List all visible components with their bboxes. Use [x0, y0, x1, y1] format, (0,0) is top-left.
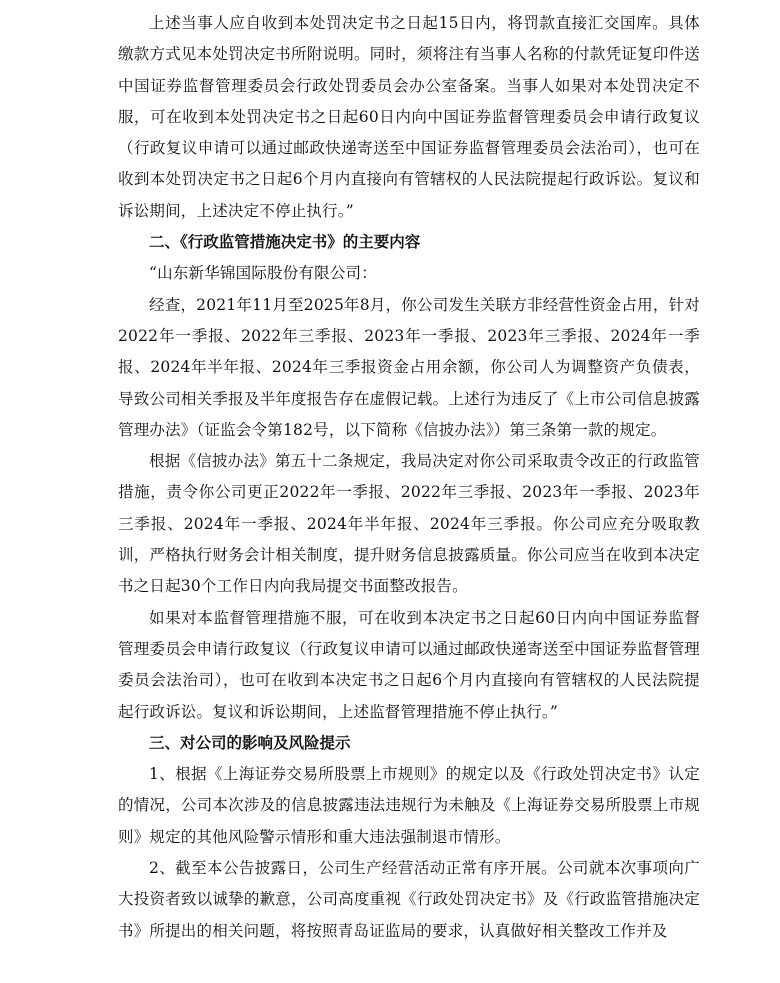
- paragraph-appeal: 如果对本监督管理措施不服，可在收到本决定书之日起60日内向中国证券监督管理委员会申请行政复议（行政复议申请可以通过邮政快递寄送至中国证券监督管理委员会法治司），也可在收到本决定书之日起6个月内直接向有管辖权的人民法院提起行政诉讼。复议和诉讼期间，上述监督管理措施不停止执行。”: [118, 608, 700, 721]
- section-heading-2: 二、《行政监管措施决定书》的主要内容: [149, 233, 421, 252]
- paragraph-impact-2: 2、截至本公告披露日，公司生产经营活动正常有序开展。公司就本次事项向广大投资者致以诚挚的歉意，公司高度重视《行政处罚决定书》及《行政监管措施决定书》所提出的相关问题，将按照青岛证监局的要求，认真做好相关整改工作并及: [118, 859, 700, 940]
- paragraph-impact-1: 1、根据《上海证券交易所股票上市规则》的规定以及《行政处罚决定书》认定的情况，公司本次涉及的信息披露违法违规行为未触及《上海证券交易所股票上市规则》规定的其他风险警示情形和重大违法强制退市情形。: [118, 765, 700, 846]
- paragraph-penalty-payment: 上述当事人应自收到本处罚决定书之日起15日内，将罚款直接汇交国库。具体缴款方式见本处罚决定书所附说明。同时，须将注有当事人名称的付款凭证复印件送中国证券监督管理委员会行政处罚委员会办公室备案。当事人如果对本处罚决定不服，可在收到本处罚决定书之日起60日内向中国证券监督管理委员会申请行政复议（行政复议申请可以通过邮政快递寄送至中国证券监督管理委员会法治司），也可在收到本处罚决定书之日起6个月内直接向有管辖权的人民法院提起行政诉讼。复议和诉讼期间，上述决定不停止执行。”: [118, 14, 700, 220]
- document-page: [118, 8, 700, 947]
- paragraph-addressee: “山东新华锦国际股份有限公司：: [149, 264, 377, 283]
- paragraph-measures: 根据《信披办法》第五十二条规定，我局决定对你公司采取责令改正的行政监管措施，责令你公司更正2022年一季报、2022年三季报、2023年一季报、2023年三季报、2024年一季报、2024年半年报、2024年三季报。你公司应充分吸取教训，严格执行财务会计相关制度，提升财务信息披露质量。你公司应当在收到本决定书之日起30个工作日内向我局提交书面整改报告。: [118, 452, 700, 596]
- section-heading-3: 三、对公司的影响及风险提示: [149, 733, 351, 752]
- paragraph-investigation: 经查，2021年11月至2025年8月，你公司发生关联方非经营性资金占用，针对2022年一季报、2022年三季报、2023年一季报、2023年三季报、2024年一季报、2024年半年报、2024年三季报资金占用余额，你公司人为调整资产负债表，导致公司相关季报及半年度报告存在虚假记载。上述行为违反了《上市公司信息披露管理办法》（证监会令第182号，以下简称《信披办法》）第三条第一款的规定。: [118, 295, 700, 439]
